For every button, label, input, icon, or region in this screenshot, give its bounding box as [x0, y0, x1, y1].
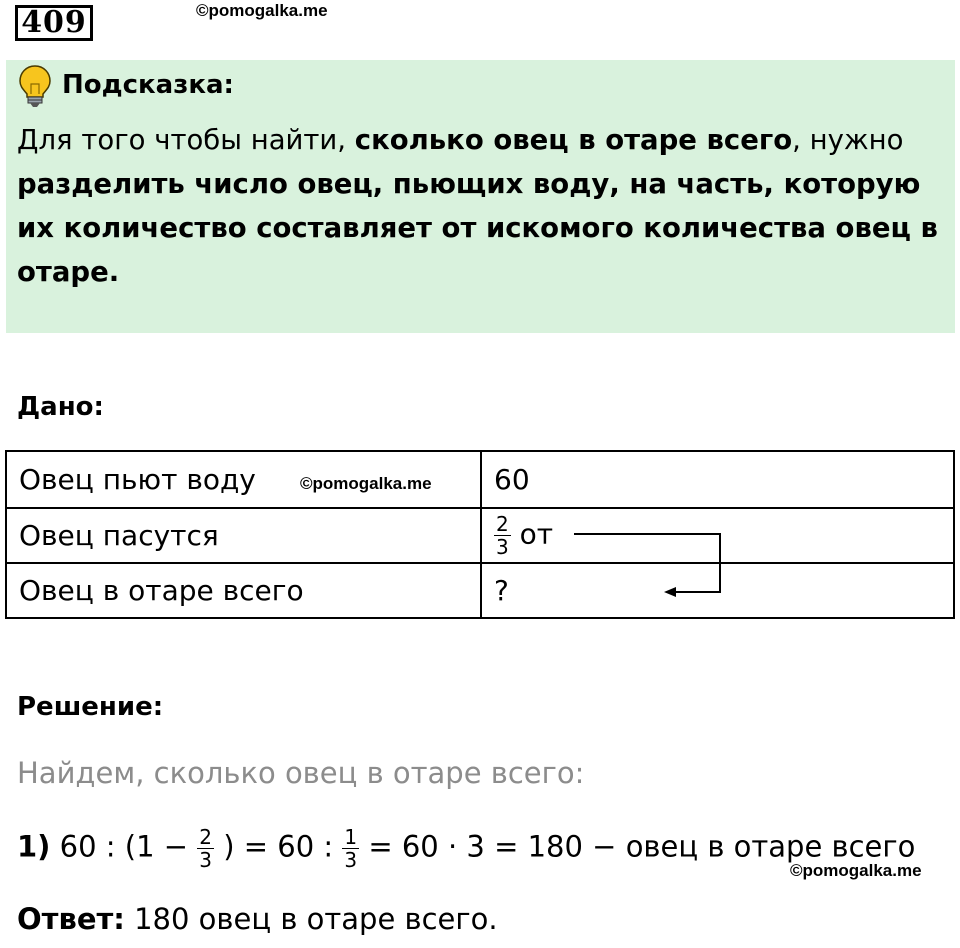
solution-heading: Решение:	[17, 692, 164, 722]
given-heading: Дано:	[17, 392, 104, 422]
answer: Ответ: 180 овец в отаре всего.	[17, 902, 498, 936]
arrow-icon	[560, 520, 730, 604]
watermark-top: ©pomogalka.me	[196, 1, 328, 20]
given-value: $\frac{2}{3}$ от	[481, 508, 954, 563]
fraction: $\frac{2}{3}$	[496, 512, 509, 559]
task-number: 409	[15, 5, 93, 41]
solution-intro: Найдем, сколько овец в отаре всего:	[17, 756, 585, 790]
watermark-bottom: ©pomogalka.me	[790, 861, 922, 880]
lightbulb-icon	[18, 64, 52, 108]
table-row	[6, 563, 954, 618]
given-label: Овец в отаре всего	[6, 563, 481, 618]
hint-text: Для того чтобы найти, сколько овец в отаре всего, нужно разделить число овец, пьющих воду, на часть, которую их количество составляет от искомого количества овец в отаре.	[17, 124, 938, 288]
given-value: ?	[481, 563, 954, 618]
solution-step: 1) 60 : (1 − $\frac{2}{3}$ ) = 60 : $\frac{1}{3}$ = 60 · 3 = 180 − овец в отаре всего	[17, 825, 916, 872]
fraction: $\frac{1}{3}$	[344, 825, 358, 872]
hint-title: Подсказка:	[62, 70, 234, 100]
given-label: Овец пьют воду	[6, 451, 481, 508]
given-value: 60	[481, 451, 954, 508]
watermark-table: ©pomogalka.me	[300, 474, 432, 493]
table-row	[6, 508, 954, 563]
given-table	[5, 450, 955, 619]
table-row	[6, 451, 954, 508]
fraction: $\frac{2}{3}$	[199, 825, 212, 872]
given-label: Овец пасутся	[6, 508, 481, 563]
